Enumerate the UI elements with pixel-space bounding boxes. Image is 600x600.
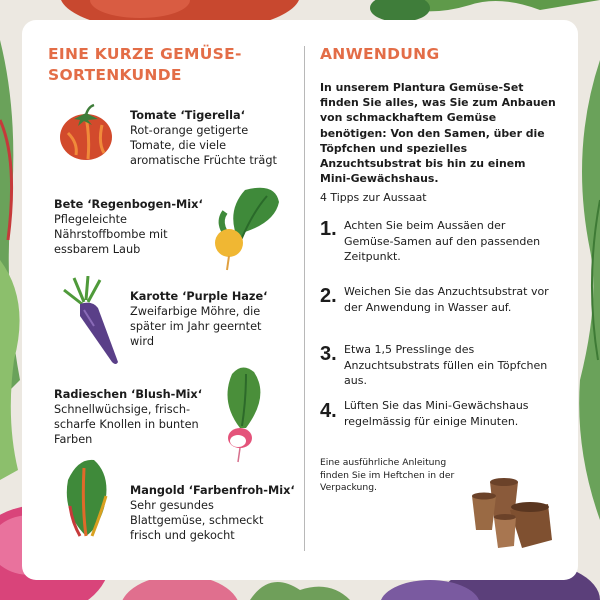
tip-number-4: 4. <box>320 400 337 422</box>
tip-number-1: 1. <box>320 218 337 240</box>
tomato-illustration <box>58 103 114 163</box>
beet-illustration <box>205 182 285 274</box>
tip-number-2: 2. <box>320 285 337 307</box>
veg-desc-chard: Sehr gesundes Blattgemüse, schmeckt frisch und gekocht <box>130 499 264 542</box>
veg-name-beet: Bete ‘Regenbogen-Mix‘ <box>54 198 203 211</box>
veg-desc-radish: Schnellwüchsige, frisch-scharfe Knollen in bunten Farben <box>54 403 199 446</box>
intro-text: In unserem Plantura Gemüse-Set finden Sie alles, was Sie zum Anbauen von schmackhaftem Gemüse benötigen: Von den Samen, über die Töpfchen und spezielles Anzuchtsubstrat bis hin zu einem Mini-Gewächshaus. <box>320 81 556 186</box>
left-column-title: EINE KURZE GEMÜSE-SORTENKUNDE <box>48 45 242 84</box>
instructions-note: Eine ausführliche Anleitung finden Sie im Heftchen in der Verpackung. <box>320 457 455 493</box>
veg-name-tomato: Tomate ‘Tigerella‘ <box>130 109 245 122</box>
tip-number-3: 3. <box>320 343 337 365</box>
peat-pots-illustration <box>470 470 560 554</box>
tip-text-1: Achten Sie beim Aussäen der Gemüse-Samen auf den passenden Zeitpunkt. <box>344 219 541 263</box>
radish-illustration <box>218 362 274 466</box>
tip-text-2: Weichen Sie das Anzuchtsubstrat vor der Anwendung in Wasser auf. <box>344 285 549 314</box>
veg-desc-carrot: Zweifarbige Möhre, die später im Jahr geerntet wird <box>130 305 262 348</box>
veg-name-chard: Mangold ‘Farbenfroh-Mix‘ <box>130 484 295 497</box>
chard-illustration <box>60 456 116 542</box>
tip-text-4: Lüften Sie das Mini-Gewächshaus regelmässig für einige Minuten. <box>344 399 529 428</box>
veg-desc-beet: Pflegeleichte Nährstoffbombe mit essbarem Laub <box>54 213 168 256</box>
tips-heading: 4 Tipps zur Aussaat <box>320 191 427 204</box>
right-column-title: ANWENDUNG <box>320 45 440 63</box>
veg-name-radish: Radieschen ‘Blush-Mix‘ <box>54 388 203 401</box>
carrot-illustration <box>58 276 124 368</box>
tip-text-3: Etwa 1,5 Presslinge des Anzuchtsubstrats füllen ein Töpfchen aus. <box>344 343 548 387</box>
column-divider <box>304 46 305 551</box>
veg-desc-tomato: Rot-orange getigerte Tomate, die viele aromatische Früchte trägt <box>130 124 277 167</box>
veg-name-carrot: Karotte ‘Purple Haze‘ <box>130 290 268 303</box>
